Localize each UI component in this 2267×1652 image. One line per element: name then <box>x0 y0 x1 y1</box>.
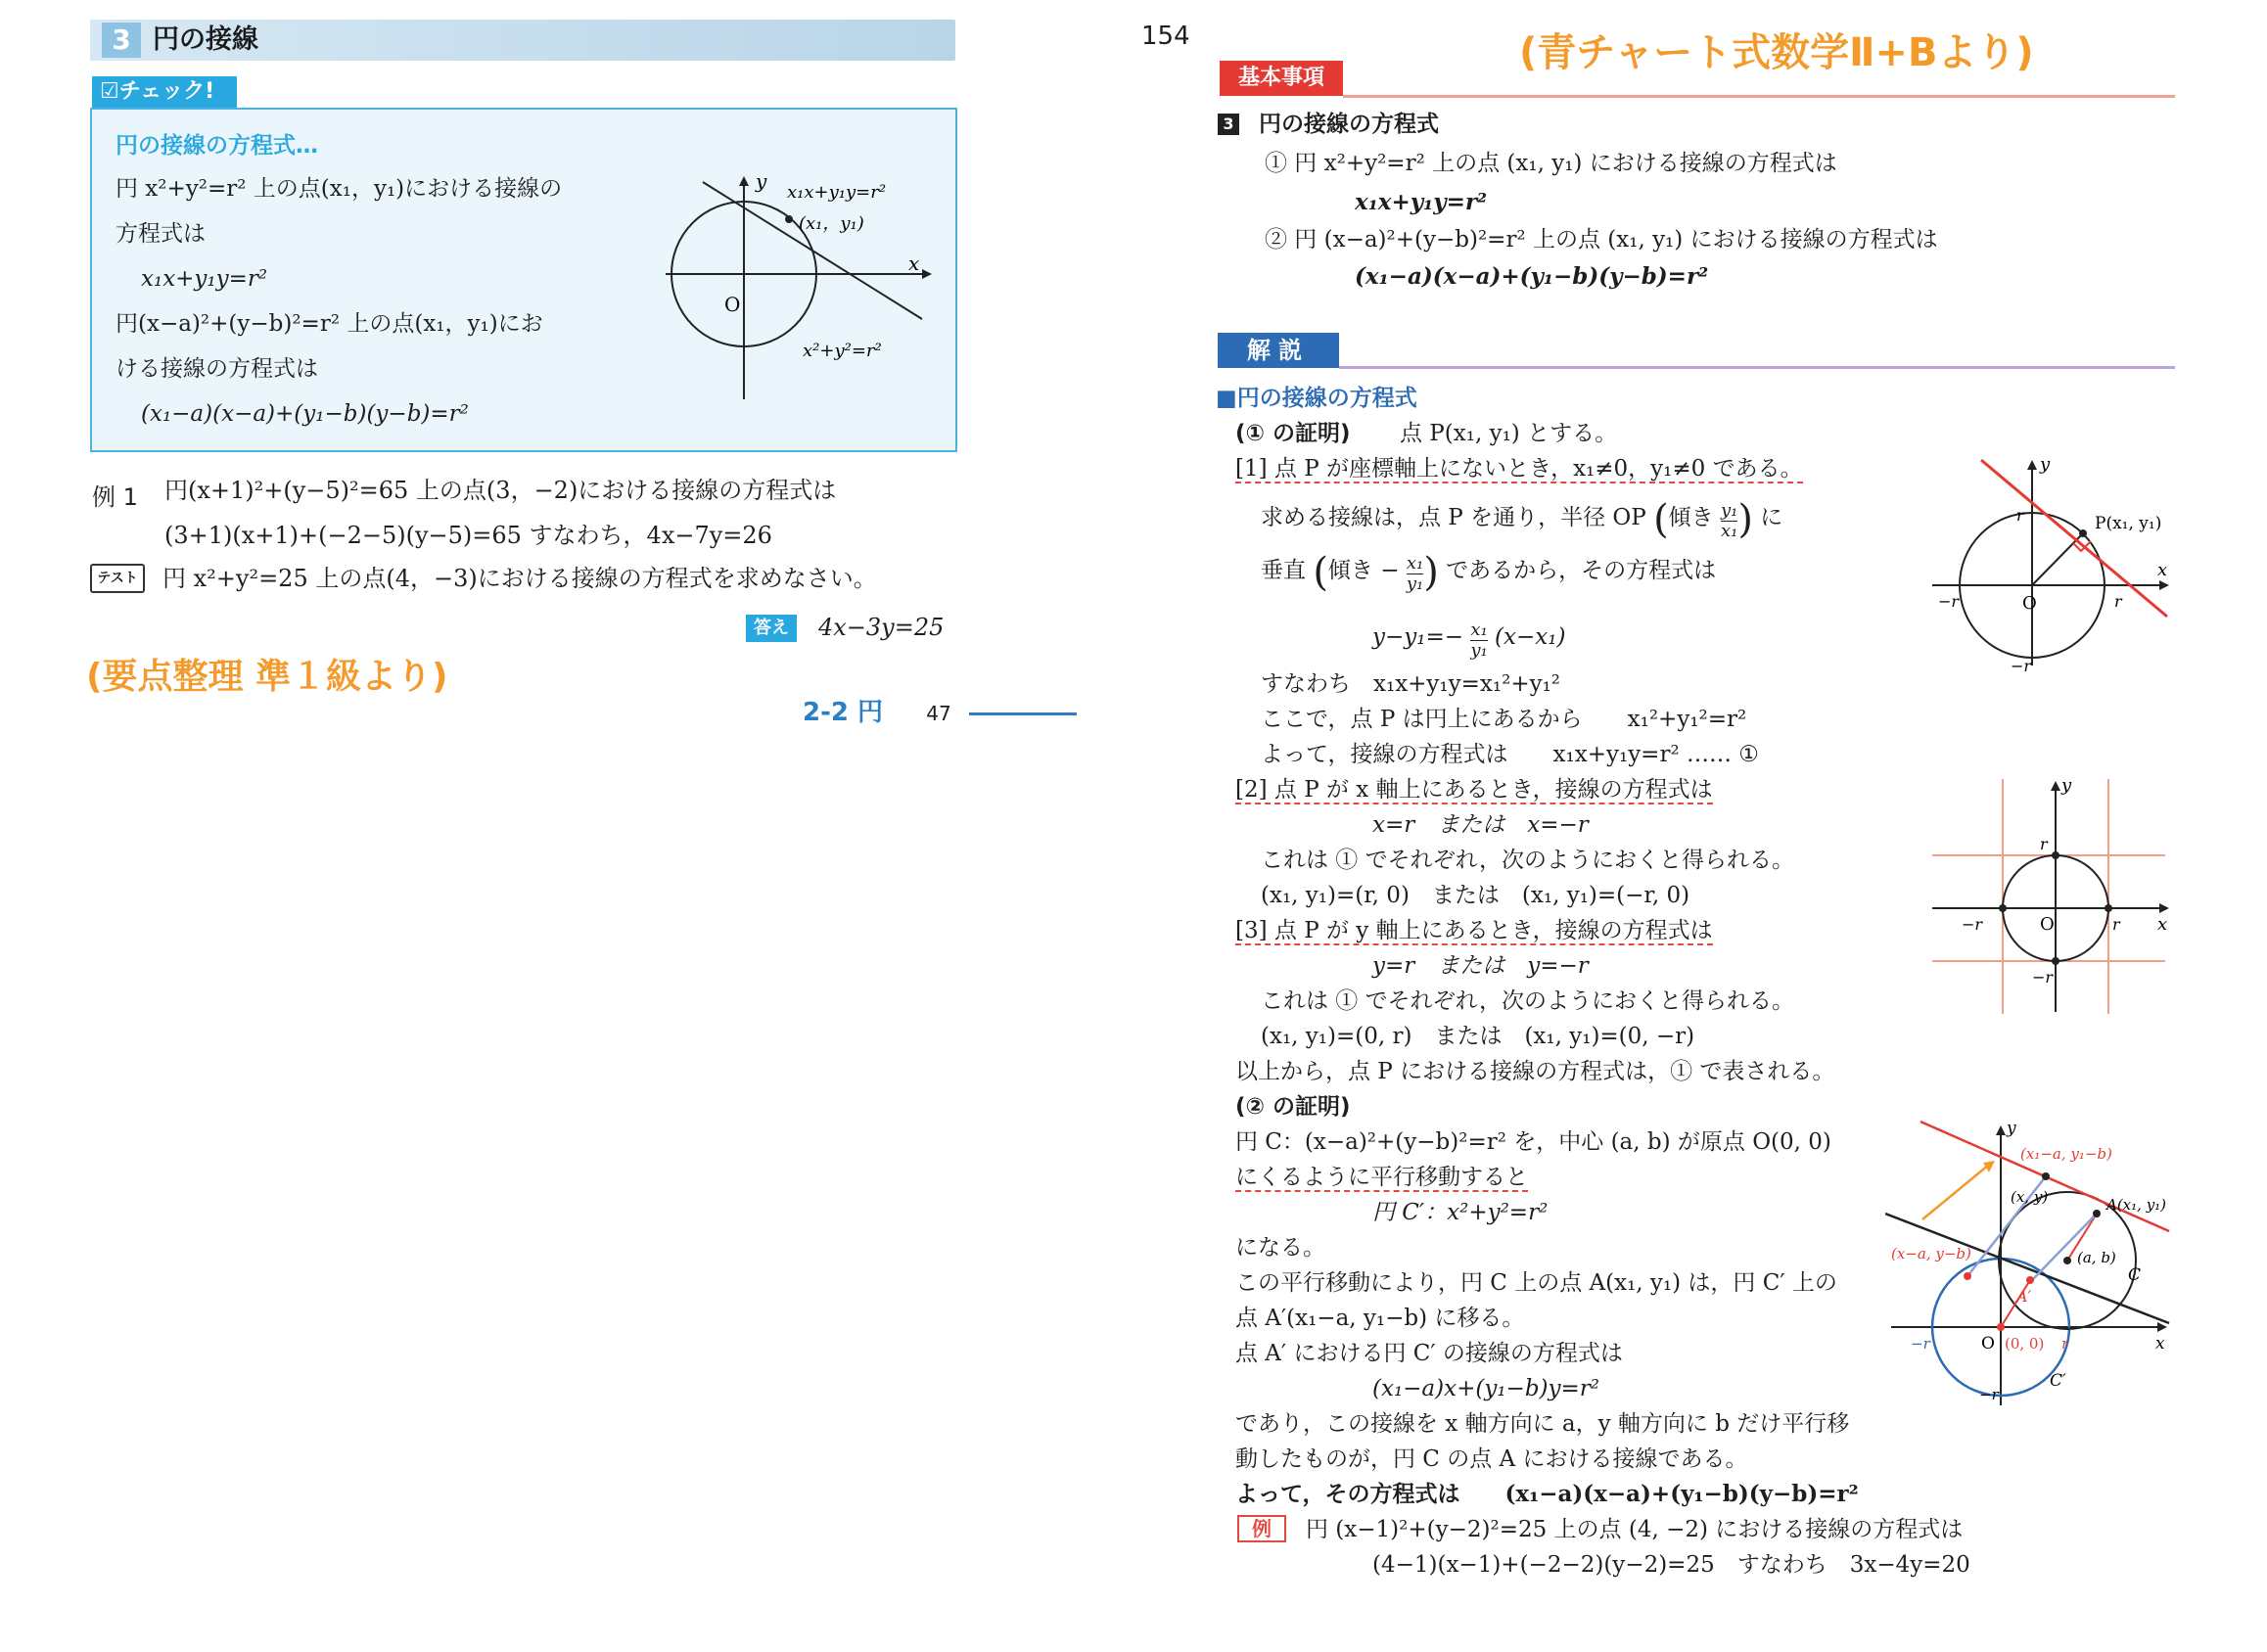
example-line: (3+1)(x+1)+(−2−5)(y−5)=65 すなわち，4x−7y=26 <box>164 522 772 549</box>
origin-label: O <box>2040 914 2055 935</box>
basic-rule <box>1343 95 2175 98</box>
proof1-line: すなわち x₁x+y₁y=x₁²+y₁² <box>1261 671 1561 697</box>
tangent-point <box>785 215 793 223</box>
answer-text: 4x−3y=25 <box>818 614 945 641</box>
example-line: 円(x+1)²+(y−5)²=65 上の点(3，−2)における接線の方程式は <box>164 477 837 504</box>
case1-paren-b: 傾き − <box>1327 558 1400 583</box>
point-xy-label: (x, y) <box>2011 1188 2049 1206</box>
proof2-line: であり，この接線を x 軸方向に a，y 軸方向に b だけ平行移 <box>1235 1411 1850 1437</box>
case3-eq: y=r または y=−r <box>1372 953 1589 979</box>
x-axis-arrow <box>2159 903 2169 913</box>
item-formula: (x₁−a)(x−a)+(y₁−b)(y−b)=r² <box>1355 263 1709 290</box>
neg-r-label: −r <box>1911 1335 1930 1353</box>
case3-text: [3] 点 P が y 軸上にあるとき，接線の方程式は <box>1235 918 1713 943</box>
origin-label: O <box>2022 593 2037 614</box>
footer-rule <box>969 712 1077 715</box>
proof2-line <box>1235 1163 1528 1192</box>
point-right <box>2105 904 2112 912</box>
point-a-label: A(x₁, y₁) <box>2106 1196 2167 1214</box>
origin-label: O <box>1981 1334 1995 1354</box>
kaisetsu-rule <box>1339 366 2175 369</box>
paren-close: ) <box>1423 550 1439 595</box>
r-label: r <box>2112 915 2120 934</box>
proof2-label: (② の証明) <box>1235 1094 1351 1120</box>
test-badge: テスト <box>90 564 145 593</box>
case3-line <box>1235 916 1713 945</box>
proof2-conclusion: よって，その方程式は (x₁−a)(x−a)+(y₁−b)(y−b)=r² <box>1235 1481 1859 1507</box>
paren-open: ( <box>1653 497 1669 542</box>
shift-arrow-2 <box>2032 1214 2097 1280</box>
neg-r-label: −r <box>2032 968 2054 987</box>
origin-label: O <box>724 293 741 316</box>
point-a-prime <box>2026 1276 2034 1284</box>
box-line: ける接線の方程式は <box>116 356 318 382</box>
y-axis-arrow <box>2027 460 2037 470</box>
proof2-dash-text: にくるように平行移動すると <box>1235 1165 1528 1190</box>
a-prime-label: A′ <box>2016 1287 2032 1306</box>
frac-num: x₁ <box>1406 553 1424 574</box>
y-label: y <box>756 169 767 193</box>
neg-r-label: −r <box>1962 915 1983 934</box>
item-number: 3 <box>1218 114 1239 135</box>
fraction-x1-y1 <box>1407 554 1423 594</box>
case1-paren-a: 傾き <box>1668 505 1714 530</box>
case2-line <box>1235 775 1713 804</box>
frac-den: y₁ <box>1406 574 1424 594</box>
x-axis-arrow <box>2159 580 2169 590</box>
sub-heading-text: ■円の接線の方程式 <box>1216 386 1417 411</box>
box-line: 円(x−a)²+(y−b)²=r² 上の点(x₁，y₁)にお <box>116 311 543 337</box>
y-label: y <box>2007 1119 2016 1138</box>
point-label: (x₁，y₁) <box>799 213 864 234</box>
box-heading: 円の接線の方程式… <box>116 133 318 159</box>
case1-text: [1] 点 P が座標軸上にないとき，x₁≠0，y₁≠0 である。 <box>1235 456 1803 482</box>
frac-den: y₁ <box>1470 640 1488 661</box>
rei-line: 円 (x−1)²+(y−2)²=25 上の点 (4, −2) における接線の方程式は <box>1306 1517 1964 1542</box>
point-left <box>1999 904 2007 912</box>
origin-00-label: (0, 0) <box>2005 1335 2045 1353</box>
paren-open: ( <box>1313 550 1328 595</box>
r-label: r <box>2114 592 2122 611</box>
box-formula: x₁x+y₁y=r² <box>141 266 268 292</box>
kaisetsu-label: 解説 <box>1218 333 1339 368</box>
proof2-line: 動したものが，円 C の点 A における接線である。 <box>1235 1446 1748 1472</box>
source-note-right: (青チャート式数学Ⅱ+Bより) <box>1519 30 2034 75</box>
neg-r-label: −r <box>1979 1386 1999 1403</box>
diagram-case1 <box>1922 450 2177 675</box>
y-label: y <box>2061 775 2072 796</box>
basic-label: 基本事項 <box>1220 61 1343 96</box>
case3-text-line: これは ① でそれぞれ，次のようにおくと得られる。 <box>1261 988 1795 1014</box>
page-number: 154 <box>1141 22 1190 51</box>
eq-rhs: (x−x₁) <box>1495 624 1566 650</box>
item-line: ② 円 (x−a)²+(y−b)²=r² 上の点 (x₁, y₁) における接線の方程式は <box>1265 227 1938 252</box>
neg-r-label: −r <box>1938 592 1960 611</box>
item-formula: x₁x+y₁y=r² <box>1355 189 1488 215</box>
c-prime-label: C′ <box>2050 1371 2066 1391</box>
proof1-label: (① の証明) <box>1235 421 1351 446</box>
footer-page: 47 <box>926 702 951 725</box>
case2-text-line: これは ① でそれぞれ，次のようにおくと得られる。 <box>1261 848 1795 873</box>
x-label: x <box>908 252 920 275</box>
x-axis-arrow <box>922 269 932 279</box>
y-axis-arrow <box>739 176 749 186</box>
sub-heading <box>1216 384 1417 413</box>
tangent-eq-label: x₁x+y₁y=r² <box>787 182 887 203</box>
y-axis-arrow <box>2051 781 2060 791</box>
proof2-line: になる。 <box>1235 1235 1325 1261</box>
eq-lhs: y−y₁=− <box>1372 624 1464 650</box>
point-shifted <box>1964 1272 1971 1280</box>
case3-conclusion: 以上から，点 P における接線の方程式は，① で表される。 <box>1235 1059 1835 1084</box>
proof2-line: 点 A′ における円 C′ の接線の方程式は <box>1235 1341 1623 1366</box>
case1-text-a-line <box>1261 497 1783 542</box>
case1-text-a: 求める接線は，点 P を通り，半径 OP <box>1261 505 1646 530</box>
footer-chapter: 2-2 円 <box>803 698 884 727</box>
left-tangent-diagram <box>666 164 942 419</box>
case1-text-b: に <box>1760 505 1783 530</box>
proof2-line: 円 C′：x²+y²=r² <box>1372 1200 1549 1225</box>
test-text: 円 x²+y²=25 上の点(4，−3)における接線の方程式を求めなさい。 <box>162 565 877 592</box>
item-line: ① 円 x²+y²=r² 上の点 (x₁, y₁) における接線の方程式は <box>1265 151 1837 176</box>
case1-text-c-line <box>1261 550 1717 595</box>
point-ab-label: (a, b) <box>2077 1249 2116 1266</box>
circle-label: x²+y²=r² <box>803 341 882 361</box>
x-label: x <box>2157 560 2168 580</box>
neg-r-label: −r <box>2011 657 2032 675</box>
shift-vec-label: (x₁−a, y₁−b) <box>2020 1145 2112 1163</box>
frac-num: x₁ <box>1470 620 1488 640</box>
x-label: x <box>2155 1334 2165 1354</box>
shifted-point-label: (x−a, y−b) <box>1891 1245 1971 1262</box>
c-label: C <box>2128 1265 2142 1285</box>
case1-text-d: であるから，その方程式は <box>1446 558 1717 583</box>
point-bottom <box>2052 957 2059 965</box>
point-p <box>2079 529 2087 537</box>
point-p-label: P(x₁, y₁) <box>2095 514 2162 533</box>
fraction-y1-x1 <box>1721 501 1737 541</box>
tangent-at-a-prime <box>1885 1214 2169 1323</box>
point-top <box>2052 851 2059 859</box>
section-number: 3 <box>102 23 141 58</box>
y-label: y <box>2040 454 2051 475</box>
box-formula: (x₁−a)(x−a)+(y₁−b)(y−b)=r² <box>141 401 469 427</box>
r-label: r <box>2061 1335 2069 1353</box>
diagram-case2-3 <box>1922 773 2177 1018</box>
example-label: 例 1 <box>92 483 138 511</box>
r-label: r <box>2040 835 2048 853</box>
case2-values: (x₁, y₁)=(r, 0) または (x₁, y₁)=(−r, 0) <box>1261 883 1690 908</box>
item-heading: 円の接線の方程式 <box>1259 112 1439 137</box>
fraction-x1-y1 <box>1470 620 1487 661</box>
x-label: x <box>2157 914 2168 935</box>
proof2-line: 円 C：(x−a)²+(y−b)²=r² を，中心 (a, b) が原点 O(0, 0) <box>1235 1129 1831 1155</box>
proof1-intro: 点 P(x₁, y₁) とする。 <box>1400 421 1618 446</box>
point-a <box>2093 1210 2101 1217</box>
diagram-translation <box>1885 1116 2179 1409</box>
case3-values: (x₁, y₁)=(0, r) または (x₁, y₁)=(0, −r) <box>1261 1024 1695 1049</box>
case2-eq: x=r または x=−r <box>1372 812 1589 838</box>
proof2-line: 点 A′(x₁−a, y₁−b) に移る。 <box>1235 1306 1525 1331</box>
proof1-line: よって，接線の方程式は x₁x+y₁y=r² …… ① <box>1261 742 1759 767</box>
rei-badge: 例 <box>1237 1515 1286 1542</box>
frac-num: y₁ <box>1720 500 1738 521</box>
case1-text-c: 垂直 <box>1261 558 1306 583</box>
paren-close: ) <box>1737 497 1753 542</box>
translation-arrow <box>1922 1165 1989 1219</box>
point-xy <box>2042 1172 2050 1180</box>
section-title: 円の接線 <box>153 24 258 55</box>
check-label: ☑チェック! <box>92 76 237 108</box>
proof1-line: ここで，点 P は円上にあるから x₁²+y₁²=r² <box>1261 707 1747 732</box>
proof2-line: この平行移動により，円 C 上の点 A(x₁, y₁) は，円 C′ 上の <box>1235 1270 1837 1296</box>
rei-line: (4−1)(x−1)+(−2−2)(y−2)=25 すなわち 3x−4y=20 <box>1372 1552 1970 1578</box>
source-note-left: (要点整理 準１級より) <box>86 657 448 697</box>
box-line: 円 x²+y²=r² 上の点(x₁，y₁)における接線の <box>116 176 563 202</box>
point-origin <box>1997 1323 2005 1331</box>
tangent-equation <box>1372 620 1565 661</box>
point-ab <box>2063 1257 2071 1264</box>
tangent-line <box>1981 460 2167 617</box>
y-axis-arrow <box>1996 1125 2006 1135</box>
r-label: r <box>2016 506 2024 525</box>
frac-den: x₁ <box>1720 521 1738 541</box>
proof2-line: (x₁−a)x+(y₁−b)y=r² <box>1372 1376 1599 1401</box>
box-line: 方程式は <box>116 221 206 247</box>
x-axis-arrow <box>2157 1322 2167 1332</box>
case2-text: [2] 点 P が x 軸上にあるとき，接線の方程式は <box>1235 777 1713 803</box>
case1-line <box>1235 454 1803 483</box>
answer-badge: 答え <box>746 615 797 642</box>
